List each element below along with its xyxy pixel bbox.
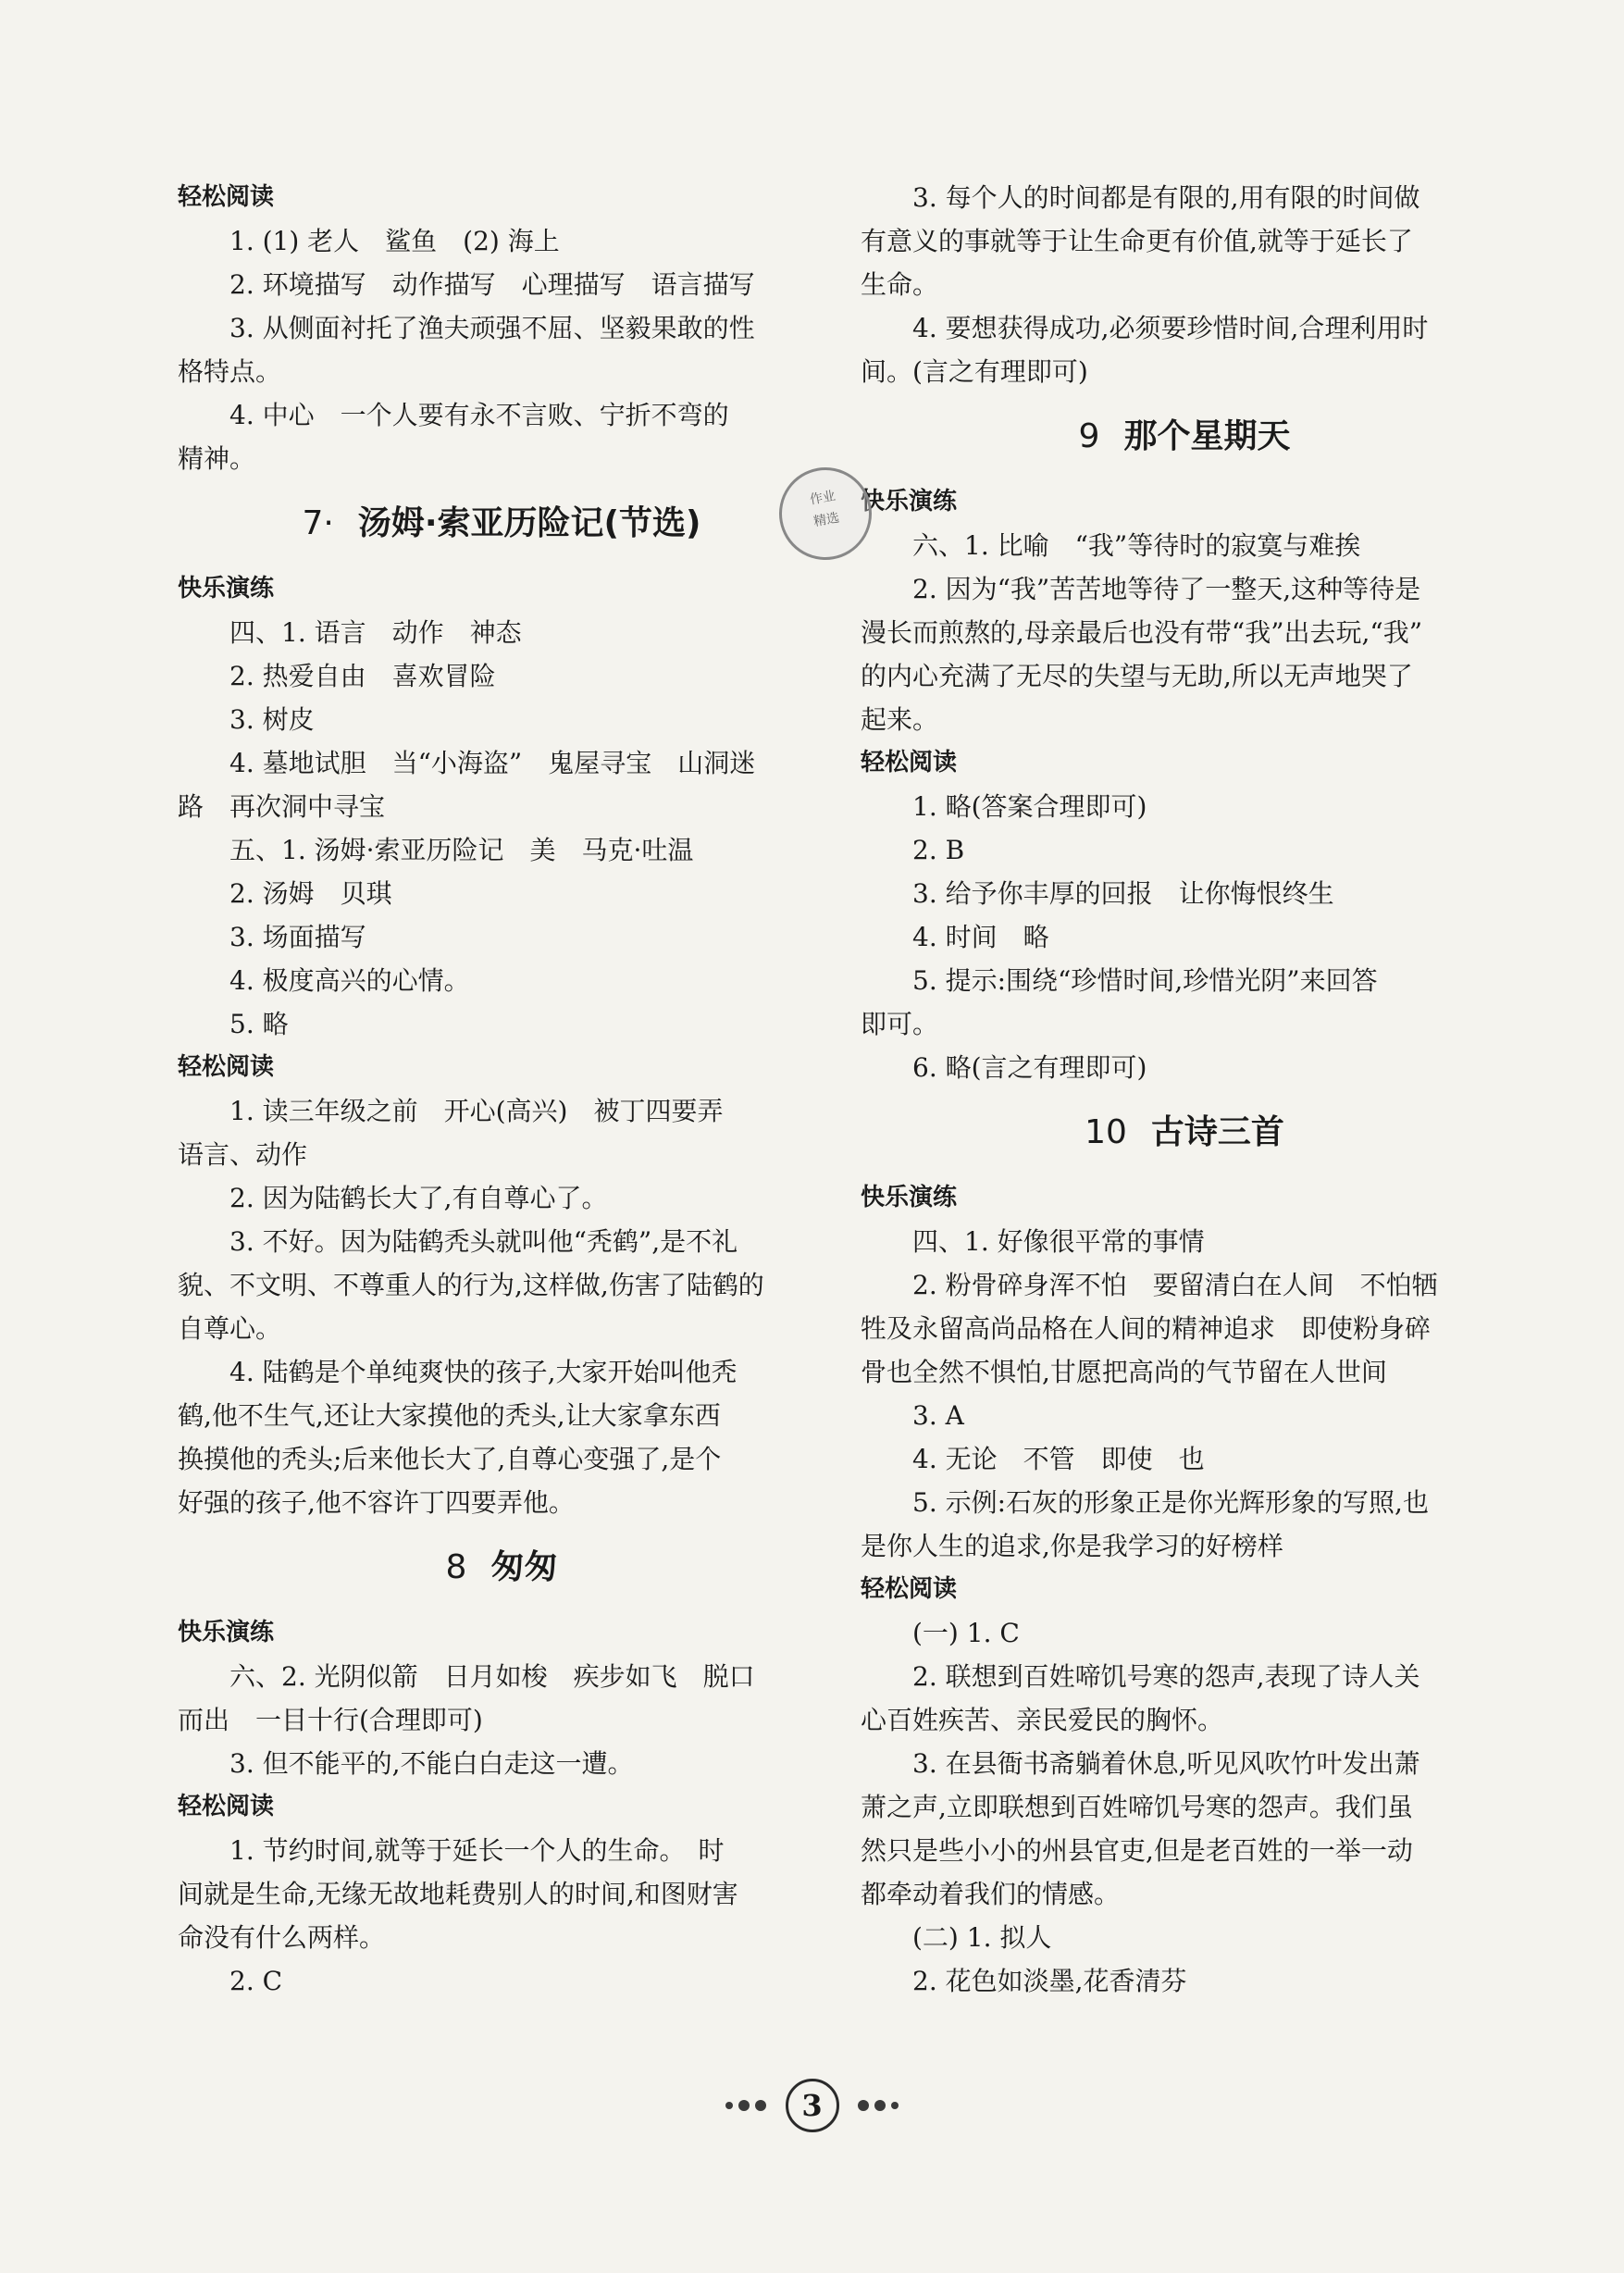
lesson-number: 7· — [302, 504, 334, 542]
answer-line: 自尊心。 — [178, 1313, 282, 1344]
answer-line: 五、1. 汤姆·索亚历险记 美 马克·吐温 — [229, 835, 694, 865]
answer-line: 6. 略(言之有理即可) — [912, 1052, 1147, 1083]
answer-line: 换摸他的秃头;后来他长大了,自尊心变强了,是个 — [178, 1444, 722, 1474]
answer-line: 的内心充满了无尽的失望与无助,所以无声地哭了 — [861, 661, 1413, 691]
answer-line: (一) 1. C — [912, 1618, 1020, 1648]
answer-line: 骨也全然不惧怕,甘愿把高尚的气节留在人世间 — [861, 1357, 1387, 1387]
answer-line: 2. B — [912, 835, 965, 865]
answer-line: 1. 略(答案合理即可) — [912, 791, 1147, 822]
answer-line: 漫长而煎熬的,母亲最后也没有带“我”出去玩,“我” — [861, 617, 1423, 648]
answer-line: 3. 但不能平的,不能白白走这一遭。 — [229, 1748, 634, 1779]
answer-line: 即可。 — [861, 1009, 939, 1039]
lesson-name: 古诗三首 — [1150, 1113, 1284, 1151]
left-column — [178, 176, 825, 2003]
answer-line: 3. 不好。因为陆鹤秃头就叫他“秃鹤”,是不礼 — [229, 1226, 738, 1257]
answer-line: 2. 汤姆 贝琪 — [229, 878, 392, 909]
answer-line: 路 再次洞中寻宝 — [178, 791, 386, 822]
answer-line: 3. 树皮 — [229, 704, 315, 735]
answer-line: (二) 1. 拟人 — [912, 1922, 1052, 1953]
answer-line: 3. 场面描写 — [229, 922, 366, 952]
answer-line: 鹤,他不生气,还让大家摸他的秃头,让大家拿东西 — [178, 1400, 721, 1431]
answer-line: 2. 花色如淡墨,花香清芬 — [912, 1966, 1187, 1996]
answer-line: 1. 节约时间,就等于延长一个人的生命。 时 — [229, 1835, 725, 1866]
answer-line: 4. 要想获得成功,必须要珍惜时间,合理利用时 — [912, 313, 1429, 343]
section-heading: 轻松阅读 — [861, 1575, 958, 1603]
answer-line: 精神。 — [178, 443, 256, 474]
lesson-name: 匆匆 — [490, 1548, 558, 1586]
answer-line: 萧之声,立即联想到百姓啼饥号寒的怨声。我们虽 — [861, 1792, 1413, 1822]
section-heading: 轻松阅读 — [178, 183, 275, 211]
answer-line: 2. 联想到百姓啼饥号寒的怨声,表现了诗人关 — [912, 1661, 1420, 1692]
page-number: 3 — [786, 2079, 839, 2132]
answer-line: 间就是生命,无缘无故地耗费别人的时间,和图财害 — [178, 1879, 738, 1909]
answer-line: 有意义的事就等于让生命更有价值,就等于延长了 — [861, 226, 1413, 256]
answer-line: 1. (1) 老人 鲨鱼 (2) 海上 — [229, 226, 560, 256]
lesson-number: 9 — [1078, 417, 1100, 455]
answer-line: 3. 每个人的时间都是有限的,用有限的时间做 — [912, 182, 1420, 213]
lesson-name: 那个星期天 — [1123, 417, 1291, 455]
section-heading: 快乐演练 — [178, 1619, 275, 1646]
page-number-footer — [0, 2079, 1624, 2134]
answer-line: 4. 极度高兴的心情。 — [229, 965, 470, 996]
lesson-number: 8 — [445, 1548, 467, 1586]
answer-line: 六、2. 光阴似箭 日月如梭 疾步如飞 脱口 — [229, 1661, 755, 1692]
answer-line: 起来。 — [861, 704, 939, 735]
answer-line: 生命。 — [861, 269, 939, 300]
answer-line: 间。(言之有理即可) — [861, 356, 1088, 387]
answer-line: 2. 因为“我”苦苦地等待了一整天,这种等待是 — [912, 574, 1421, 604]
section-heading: 快乐演练 — [861, 488, 958, 515]
answer-line: 4. 中心 一个人要有永不言败、宁折不弯的 — [229, 400, 729, 430]
lesson-number: 10 — [1085, 1113, 1127, 1151]
answer-line: 六、1. 比喻 “我”等待时的寂寞与难挨 — [912, 530, 1361, 561]
answer-line: 2. 粉骨碎身浑不怕 要留清白在人间 不怕牺 — [912, 1270, 1438, 1300]
answer-line: 5. 示例:石灰的形象正是你光辉形象的写照,也 — [912, 1487, 1429, 1518]
answer-line: 四、1. 语言 动作 神态 — [229, 617, 522, 648]
answer-line: 命没有什么两样。 — [178, 1922, 386, 1953]
answer-line: 5. 提示:围绕“珍惜时间,珍惜光阴”来回答 — [912, 965, 1378, 996]
lesson-name: 汤姆·索亚历险记(节选) — [357, 504, 701, 542]
answer-line: 然只是些小小的州县官吏,但是老百姓的一举一动 — [861, 1835, 1413, 1866]
section-heading: 轻松阅读 — [178, 1793, 275, 1820]
answer-line: 4. 陆鹤是个单纯爽快的孩子,大家开始叫他秃 — [229, 1357, 738, 1387]
right-column — [861, 176, 1508, 2003]
answer-line: 而出 一目十行(合理即可) — [178, 1705, 483, 1735]
answer-line: 3. A — [912, 1400, 964, 1431]
answer-line: 2. 热爱自由 喜欢冒险 — [229, 661, 496, 691]
answer-line: 牲及永留高尚品格在人间的精神追求 即使粉身碎 — [861, 1313, 1432, 1344]
answer-line: 5. 略 — [229, 1009, 289, 1039]
answer-line: 2. 环境描写 动作描写 心理描写 语言描写 — [229, 269, 755, 300]
section-heading: 快乐演练 — [861, 1184, 958, 1211]
answer-line: 4. 时间 略 — [912, 922, 1049, 952]
answer-line: 3. 从侧面衬托了渔夫顽强不屈、坚毅果敢的性 — [229, 313, 755, 343]
section-heading: 轻松阅读 — [178, 1053, 275, 1081]
watermark-stamp: 作业 精选 — [772, 460, 879, 567]
answer-line: 心百姓疾苦、亲民爱民的胸怀。 — [861, 1705, 1224, 1735]
answer-line: 语言、动作 — [178, 1139, 308, 1170]
answer-line: 3. 给予你丰厚的回报 让你悔恨终生 — [912, 878, 1334, 909]
answer-line: 都牵动着我们的情感。 — [861, 1879, 1121, 1909]
lesson-title — [861, 393, 1508, 480]
answer-line: 是你人生的追求,你是我学习的好榜样 — [861, 1531, 1283, 1561]
answer-line: 2. 因为陆鹤长大了,有自尊心了。 — [229, 1183, 608, 1213]
answer-line: 四、1. 好像很平常的事情 — [912, 1226, 1205, 1257]
answer-line: 1. 读三年级之前 开心(高兴) 被丁四要弄 — [229, 1096, 724, 1126]
answer-line: 格特点。 — [178, 356, 282, 387]
lesson-title — [861, 1089, 1508, 1176]
answer-line: 貌、不文明、不尊重人的行为,这样做,伤害了陆鹤的 — [178, 1270, 764, 1300]
answer-line: 4. 无论 不管 即使 也 — [912, 1444, 1205, 1474]
lesson-title — [178, 1524, 825, 1611]
section-heading: 快乐演练 — [178, 575, 275, 602]
answer-line: 4. 墓地试胆 当“小海盗” 鬼屋寻宝 山洞迷 — [229, 748, 756, 778]
section-heading: 轻松阅读 — [861, 749, 958, 776]
lesson-title — [178, 480, 825, 567]
answer-line: 好强的孩子,他不容许丁四要弄他。 — [178, 1487, 575, 1518]
answer-line: 2. C — [229, 1966, 283, 1996]
answer-line: 3. 在县衙书斋躺着休息,听见风吹竹叶发出萧 — [912, 1748, 1420, 1779]
